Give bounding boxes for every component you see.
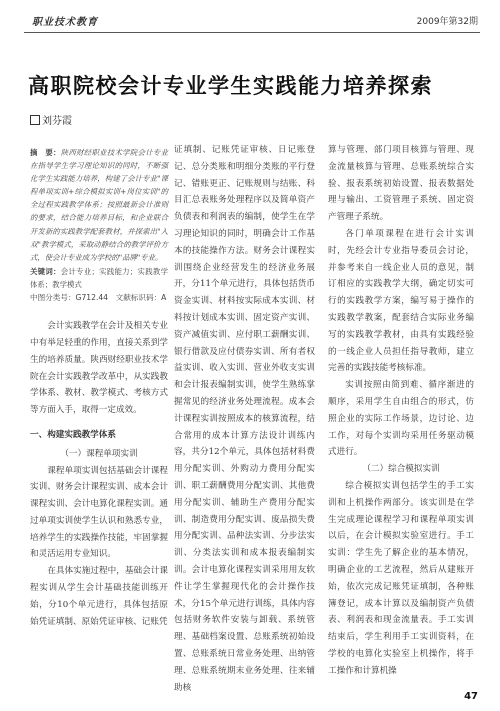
column-1 (30, 146, 168, 630)
keywords-text: 会计专业；实践能力；实践教学体系；教学模式 (30, 266, 168, 289)
subsection-heading: （一）课程单项实训 (60, 448, 138, 459)
body-paragraph: 各门单项课程在进行会计实训时，先经会计专业指导委员会讨论，并参考来自一线企业人员的意见，制订相应的实践教学大纲，确定切实可行的实践教学方案，编写易于操作的实践教学教案，配套结合实际业务编写的实践教学教材，由具有实践经验的一线企业人员担任指导教师，建立完善的实践技能考核标准。 (328, 228, 474, 374)
body-paragraph: 综合模拟实训包括学生的手工实训和上机操作两部分。该实训是在学生完成理论课程学习和课程单项实训以后，在会计模拟实验室进行。手工实训：学生先了解企业的基本情况，明确企业的工艺流程，然后从建账开始，依次完成记账凭证填制，各种账簿登记，成本计算以及编制资产负债表、利润表和现金流量表。手工实训结束后，学生利用手工实训资料，在学校的电算化实验室上机操作，将手工操作和计算机操 (328, 480, 474, 676)
classification-line: 中图分类号：G712.44 文献标识码：A (30, 293, 167, 303)
issue-number: 2009年第32期 (416, 17, 478, 27)
body-paragraph: 在具体实施过程中，基础会计课程实训从学生会计基础技能训练开始，分10个单元进行，具体包括原始凭证填制、原始凭证审核、记账凭 (30, 566, 168, 627)
body-paragraph: 算与管理、部门项目核算与管理、现金流量核算与管理、总账系统综合实验、报表系统初始设置、报表数据处理与输出、工资管理子系统、固定资产管理子系统。 (328, 145, 474, 223)
subsection-heading: （二）综合模拟实训 (362, 464, 440, 475)
section-heading: 一、构建实践教学体系 (30, 429, 116, 440)
journal-name: 职业技术教育 (32, 17, 98, 28)
author-name: 刘芬霞 (42, 116, 72, 127)
body-paragraph: 证填制、记账凭证审核、日记账登记、总分类账和明细分类账的平行登记、错账更正、记账规则与结账、科目汇总表账务处理程序以及简单资产负债表和利润表的编制，使学生在学习理论知识的同时，明确会计工作基本的技能操作方法。财务会计课程实训围绕企业经营发生的经济业务展开，分11个单元进行，具体包括货币资金实训、材料按实际成本实训、材料按计划成本实训、固定资产实训、资产减值实训、应付职工薪酬实训、银行借款及应付债券实训、所有者权益实训、收入实训、营业外收支实训和会计报表编制实训，使学生熟练掌握常见的经济业务处理流程。成本会计课程实训按照成本的核算流程，结合常用的成本计算方法设计训练内容，共分12个单元，具体包括材料费用分配实训、外购动力费用分配实训、职工薪酬费用分配实训、其他费用分配实训、辅助生产费用分配实训、制造费用分配实训、废品损失费用分配实训、品种法实训、分步法实训、分类法实训和成本报表编制实训。会计电算化课程实训采用用友软件让学生掌握现代化的会计操作技术，分15个单元进行训练，具体内容包括财务软件安装与卸载、系统管理、基础档案设置、总账系统初始设置、总账系统日常业务处理、出纳管理、总账系统期末业务处理、往来辅助核 (174, 145, 315, 693)
author-box-icon (30, 115, 40, 125)
body-paragraph: 实训按照由简到难、循序渐进的顺序，采用学生自由组合的形式，仿照企业的实际工作场景，边讨论、边工作，对每个实训均采用任务驱动模式进行。 (328, 380, 474, 458)
keywords (30, 265, 168, 291)
column-3 (328, 142, 474, 680)
intro-paragraph: 会计实践教学在会计及相关专业中有举足轻重的作用，直接关系到学生的培养质量。陕西财经职业技术学院在会计实践教学改革中，从实践教学体系、教材、教学模式、考核方式等方面入手，取得一定成效。 (30, 321, 168, 416)
page-number: 47 (464, 691, 478, 702)
body-paragraph: 课程单项实训包括基础会计课程实训、财务会计课程实训、成本会计课程实训、会计电算化课程实训。通过单项实训使学生认识和熟悉专业，培养学生的实践操作技能，牢固掌握和灵活运用专业知识。 (30, 465, 168, 560)
abstract-label: 摘 要： (30, 148, 61, 157)
author-line (30, 112, 72, 127)
running-header (24, 10, 480, 33)
keywords-label: 关键词： (30, 266, 61, 276)
abstract-text: 陕西财经职业技术学院会计专业在指导学生学习理论知识的同时，不断强化学生实践能力培养，构建了会计专业"课程单项实训+综合模拟实训+岗位实训"的全过程实践教学体系；按照最新会计准则的要求，结合能力培养目标，和企业联合开发新的实践教学配套教材，并探索出"入双"教学模式，采取动静结合的教学评价方式，使会计专业成为学校的"品牌"专业。 (30, 148, 168, 262)
article-title: 高职院校会计专业学生实践能力培养探索 (28, 74, 433, 98)
abstract (30, 146, 168, 264)
column-2 (174, 142, 315, 696)
